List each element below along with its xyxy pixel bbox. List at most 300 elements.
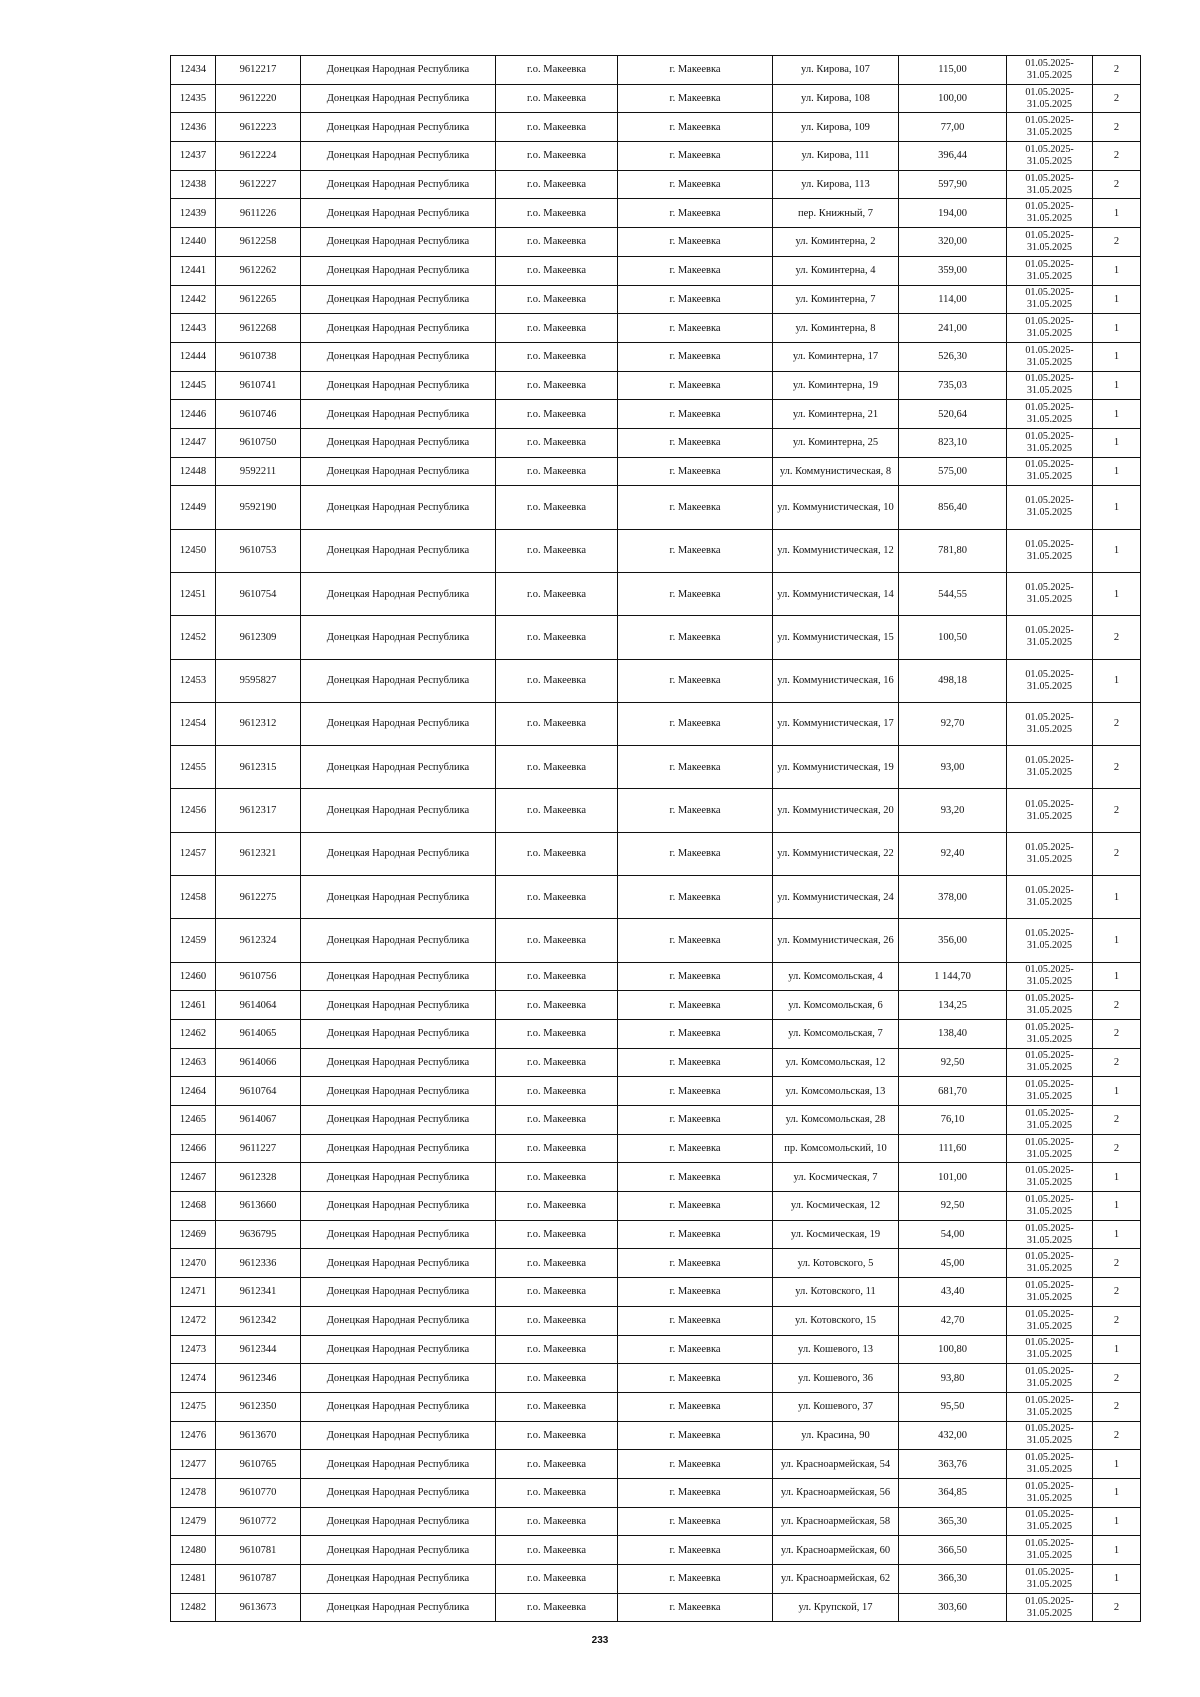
city-cell: г. Макеевка (618, 1134, 773, 1163)
address-cell: ул. Коминтерна, 4 (773, 256, 899, 285)
period-cell (1007, 1364, 1093, 1393)
district-cell: г.о. Макеевка (496, 1048, 618, 1077)
city-cell: г. Макеевка (618, 56, 773, 85)
category-cell: 2 (1093, 832, 1141, 875)
area-cell: 101,00 (899, 1163, 1007, 1192)
district-cell: г.о. Макеевка (496, 256, 618, 285)
address-cell: ул. Кирова, 108 (773, 84, 899, 113)
region-cell: Донецкая Народная Республика (301, 1278, 496, 1307)
category-cell: 1 (1093, 962, 1141, 991)
area-cell: 364,85 (899, 1478, 1007, 1507)
object-id-cell: 9612324 (216, 919, 301, 962)
category-cell: 2 (1093, 1249, 1141, 1278)
area-cell: 54,00 (899, 1220, 1007, 1249)
period-from: 01.05.2025- (1025, 1423, 1074, 1435)
row-number-cell: 12445 (171, 371, 216, 400)
area-cell: 735,03 (899, 371, 1007, 400)
table-row (171, 1106, 1141, 1135)
city-cell: г. Макеевка (618, 228, 773, 257)
period-to: 31.05.2025 (1027, 940, 1072, 952)
city-cell: г. Макеевка (618, 529, 773, 572)
district-cell: г.о. Макеевка (496, 616, 618, 659)
period-from: 01.05.2025- (1025, 1222, 1074, 1234)
period-from: 01.05.2025- (1025, 1165, 1074, 1177)
period-from: 01.05.2025- (1025, 115, 1074, 127)
period-from: 01.05.2025- (1025, 1337, 1074, 1349)
address-cell: ул. Коминтерна, 17 (773, 342, 899, 371)
area-cell: 115,00 (899, 56, 1007, 85)
district-cell: г.о. Макеевка (496, 1565, 618, 1594)
category-cell: 2 (1093, 1392, 1141, 1421)
table-row (171, 1478, 1141, 1507)
table-row (171, 199, 1141, 228)
district-cell: г.о. Макеевка (496, 113, 618, 142)
row-number-cell: 12463 (171, 1048, 216, 1077)
region-cell: Донецкая Народная Республика (301, 1536, 496, 1565)
address-cell: ул. Котовского, 5 (773, 1249, 899, 1278)
region-cell: Донецкая Народная Республика (301, 1249, 496, 1278)
period-from: 01.05.2025- (1025, 430, 1074, 442)
period-to: 31.05.2025 (1027, 897, 1072, 909)
table-row (171, 256, 1141, 285)
table-row (171, 428, 1141, 457)
period-to: 31.05.2025 (1027, 767, 1072, 779)
period-cell (1007, 529, 1093, 572)
period-from: 01.05.2025- (1025, 668, 1074, 680)
period-to: 31.05.2025 (1027, 1492, 1072, 1504)
table-row (171, 228, 1141, 257)
period-to: 31.05.2025 (1027, 1091, 1072, 1103)
period-from: 01.05.2025- (1025, 711, 1074, 723)
category-cell: 1 (1093, 659, 1141, 702)
city-cell: г. Макеевка (618, 1306, 773, 1335)
table-row (171, 113, 1141, 142)
city-cell: г. Макеевка (618, 659, 773, 702)
area-cell: 359,00 (899, 256, 1007, 285)
city-cell: г. Макеевка (618, 199, 773, 228)
region-cell: Донецкая Народная Республика (301, 486, 496, 529)
row-number-cell: 12473 (171, 1335, 216, 1364)
period-to: 31.05.2025 (1027, 637, 1072, 649)
object-id-cell: 9611226 (216, 199, 301, 228)
table-row (171, 400, 1141, 429)
address-cell: ул. Коминтерна, 7 (773, 285, 899, 314)
object-id-cell: 9612328 (216, 1163, 301, 1192)
district-cell: г.о. Макеевка (496, 789, 618, 832)
area-cell: 43,40 (899, 1278, 1007, 1307)
table-row (171, 659, 1141, 702)
area-cell: 111,60 (899, 1134, 1007, 1163)
table-row (171, 486, 1141, 529)
object-id-cell: 9613673 (216, 1593, 301, 1622)
period-from: 01.05.2025- (1025, 755, 1074, 767)
district-cell: г.о. Макеевка (496, 486, 618, 529)
area-cell: 396,44 (899, 142, 1007, 171)
period-cell (1007, 1565, 1093, 1594)
period-to: 31.05.2025 (1027, 385, 1072, 397)
object-id-cell: 9612341 (216, 1278, 301, 1307)
city-cell: г. Макеевка (618, 428, 773, 457)
period-cell (1007, 256, 1093, 285)
period-to: 31.05.2025 (1027, 299, 1072, 311)
period-from: 01.05.2025- (1025, 798, 1074, 810)
area-cell: 856,40 (899, 486, 1007, 529)
city-cell: г. Макеевка (618, 1507, 773, 1536)
period-cell (1007, 1106, 1093, 1135)
address-cell: ул. Комсомольская, 7 (773, 1019, 899, 1048)
row-number-cell: 12436 (171, 113, 216, 142)
region-cell: Донецкая Народная Республика (301, 572, 496, 615)
address-cell: ул. Коммунистическая, 17 (773, 702, 899, 745)
district-cell: г.о. Макеевка (496, 1077, 618, 1106)
period-to: 31.05.2025 (1027, 155, 1072, 167)
table-row (171, 1507, 1141, 1536)
region-cell: Донецкая Народная Республика (301, 314, 496, 343)
object-id-cell: 9612217 (216, 56, 301, 85)
address-cell: ул. Коминтерна, 21 (773, 400, 899, 429)
city-cell: г. Макеевка (618, 1450, 773, 1479)
table-row (171, 1163, 1141, 1192)
area-cell: 95,50 (899, 1392, 1007, 1421)
object-id-cell: 9611227 (216, 1134, 301, 1163)
row-number-cell: 12459 (171, 919, 216, 962)
period-cell (1007, 1335, 1093, 1364)
period-from: 01.05.2025- (1025, 287, 1074, 299)
period-to: 31.05.2025 (1027, 1320, 1072, 1332)
table-row (171, 84, 1141, 113)
period-to: 31.05.2025 (1027, 270, 1072, 282)
district-cell: г.о. Макеевка (496, 962, 618, 991)
row-number-cell: 12444 (171, 342, 216, 371)
row-number-cell: 12447 (171, 428, 216, 457)
area-cell: 363,76 (899, 1450, 1007, 1479)
district-cell: г.о. Макеевка (496, 1134, 618, 1163)
period-to: 31.05.2025 (1027, 1464, 1072, 1476)
row-number-cell: 12466 (171, 1134, 216, 1163)
object-id-cell: 9612220 (216, 84, 301, 113)
period-cell (1007, 170, 1093, 199)
area-cell: 320,00 (899, 228, 1007, 257)
period-from: 01.05.2025- (1025, 1595, 1074, 1607)
area-cell: 114,00 (899, 285, 1007, 314)
table-row (171, 314, 1141, 343)
period-from: 01.05.2025- (1025, 201, 1074, 213)
area-cell: 93,00 (899, 746, 1007, 789)
region-cell: Донецкая Народная Республика (301, 228, 496, 257)
period-from: 01.05.2025- (1025, 229, 1074, 241)
period-to: 31.05.2025 (1027, 550, 1072, 562)
period-to: 31.05.2025 (1027, 442, 1072, 454)
period-to: 31.05.2025 (1027, 1349, 1072, 1361)
object-id-cell: 9612258 (216, 228, 301, 257)
object-id-cell: 9614064 (216, 991, 301, 1020)
city-cell: г. Макеевка (618, 1220, 773, 1249)
area-cell: 366,30 (899, 1565, 1007, 1594)
address-cell: пр. Комсомольский, 10 (773, 1134, 899, 1163)
district-cell: г.о. Макеевка (496, 1450, 618, 1479)
table-row (171, 56, 1141, 85)
row-number-cell: 12453 (171, 659, 216, 702)
category-cell: 1 (1093, 400, 1141, 429)
period-cell (1007, 1536, 1093, 1565)
area-cell: 823,10 (899, 428, 1007, 457)
period-from: 01.05.2025- (1025, 402, 1074, 414)
object-id-cell: 9636795 (216, 1220, 301, 1249)
period-to: 31.05.2025 (1027, 356, 1072, 368)
category-cell: 1 (1093, 1077, 1141, 1106)
period-to: 31.05.2025 (1027, 810, 1072, 822)
row-number-cell: 12437 (171, 142, 216, 171)
period-from: 01.05.2025- (1025, 625, 1074, 637)
row-number-cell: 12439 (171, 199, 216, 228)
region-cell: Донецкая Народная Республика (301, 142, 496, 171)
period-from: 01.05.2025- (1025, 1538, 1074, 1550)
district-cell: г.о. Макеевка (496, 170, 618, 199)
city-cell: г. Макеевка (618, 1565, 773, 1594)
category-cell: 2 (1093, 789, 1141, 832)
category-cell: 2 (1093, 1364, 1141, 1393)
period-cell (1007, 342, 1093, 371)
table-row (171, 1048, 1141, 1077)
address-cell: ул. Коммунистическая, 12 (773, 529, 899, 572)
region-cell: Донецкая Народная Республика (301, 84, 496, 113)
category-cell: 1 (1093, 486, 1141, 529)
period-cell (1007, 1134, 1093, 1163)
address-cell: ул. Коминтерна, 2 (773, 228, 899, 257)
district-cell: г.о. Макеевка (496, 1593, 618, 1622)
address-cell: ул. Комсомольская, 6 (773, 991, 899, 1020)
city-cell: г. Макеевка (618, 1536, 773, 1565)
category-cell: 1 (1093, 1565, 1141, 1594)
area-cell: 77,00 (899, 113, 1007, 142)
city-cell: г. Макеевка (618, 1421, 773, 1450)
period-to: 31.05.2025 (1027, 1062, 1072, 1074)
area-cell: 681,70 (899, 1077, 1007, 1106)
table-row (171, 342, 1141, 371)
object-id-cell: 9610741 (216, 371, 301, 400)
city-cell: г. Макеевка (618, 789, 773, 832)
period-from: 01.05.2025- (1025, 964, 1074, 976)
category-cell: 2 (1093, 1306, 1141, 1335)
category-cell: 2 (1093, 84, 1141, 113)
row-number-cell: 12478 (171, 1478, 216, 1507)
district-cell: г.о. Макеевка (496, 428, 618, 457)
region-cell: Донецкая Народная Республика (301, 1565, 496, 1594)
area-cell: 92,50 (899, 1192, 1007, 1221)
category-cell: 1 (1093, 529, 1141, 572)
period-from: 01.05.2025- (1025, 172, 1074, 184)
city-cell: г. Макеевка (618, 962, 773, 991)
district-cell: г.о. Макеевка (496, 572, 618, 615)
category-cell: 2 (1093, 1593, 1141, 1622)
period-from: 01.05.2025- (1025, 1394, 1074, 1406)
area-cell: 194,00 (899, 199, 1007, 228)
region-cell: Донецкая Народная Республика (301, 56, 496, 85)
object-id-cell: 9610750 (216, 428, 301, 457)
row-number-cell: 12470 (171, 1249, 216, 1278)
district-cell: г.о. Макеевка (496, 199, 618, 228)
region-cell: Донецкая Народная Республика (301, 1019, 496, 1048)
table-row (171, 789, 1141, 832)
row-number-cell: 12471 (171, 1278, 216, 1307)
region-cell: Донецкая Народная Республика (301, 875, 496, 918)
region-cell: Донецкая Народная Республика (301, 659, 496, 702)
city-cell: г. Макеевка (618, 314, 773, 343)
object-id-cell: 9610770 (216, 1478, 301, 1507)
period-to: 31.05.2025 (1027, 98, 1072, 110)
address-cell: ул. Кошевого, 36 (773, 1364, 899, 1393)
table-row (171, 616, 1141, 659)
table-row (171, 1450, 1141, 1479)
object-id-cell: 9612346 (216, 1364, 301, 1393)
address-cell: ул. Красноармейская, 62 (773, 1565, 899, 1594)
city-cell: г. Макеевка (618, 832, 773, 875)
region-cell: Донецкая Народная Республика (301, 1478, 496, 1507)
row-number-cell: 12479 (171, 1507, 216, 1536)
object-id-cell: 9610753 (216, 529, 301, 572)
object-id-cell: 9612275 (216, 875, 301, 918)
period-to: 31.05.2025 (1027, 184, 1072, 196)
period-to: 31.05.2025 (1027, 1406, 1072, 1418)
table-row (171, 1593, 1141, 1622)
city-cell: г. Макеевка (618, 1278, 773, 1307)
row-number-cell: 12469 (171, 1220, 216, 1249)
city-cell: г. Макеевка (618, 1364, 773, 1393)
area-cell: 303,60 (899, 1593, 1007, 1622)
address-cell: ул. Красноармейская, 60 (773, 1536, 899, 1565)
district-cell: г.о. Макеевка (496, 1392, 618, 1421)
region-cell: Донецкая Народная Республика (301, 342, 496, 371)
region-cell: Донецкая Народная Республика (301, 702, 496, 745)
district-cell: г.о. Макеевка (496, 84, 618, 113)
period-cell (1007, 457, 1093, 486)
object-id-cell: 9612223 (216, 113, 301, 142)
area-cell: 575,00 (899, 457, 1007, 486)
period-to: 31.05.2025 (1027, 853, 1072, 865)
city-cell: г. Макеевка (618, 919, 773, 962)
row-number-cell: 12451 (171, 572, 216, 615)
area-cell: 1 144,70 (899, 962, 1007, 991)
city-cell: г. Макеевка (618, 371, 773, 400)
table-row (171, 702, 1141, 745)
city-cell: г. Макеевка (618, 572, 773, 615)
period-cell (1007, 314, 1093, 343)
table-row (171, 1220, 1141, 1249)
period-cell (1007, 1392, 1093, 1421)
period-cell (1007, 371, 1093, 400)
city-cell: г. Макеевка (618, 875, 773, 918)
period-from: 01.05.2025- (1025, 459, 1074, 471)
period-cell (1007, 1478, 1093, 1507)
area-cell: 365,30 (899, 1507, 1007, 1536)
category-cell: 2 (1093, 56, 1141, 85)
city-cell: г. Макеевка (618, 342, 773, 371)
address-cell: ул. Космическая, 7 (773, 1163, 899, 1192)
city-cell: г. Макеевка (618, 457, 773, 486)
period-cell (1007, 285, 1093, 314)
period-to: 31.05.2025 (1027, 1578, 1072, 1590)
table-row (171, 285, 1141, 314)
area-cell: 134,25 (899, 991, 1007, 1020)
period-from: 01.05.2025- (1025, 1480, 1074, 1492)
region-cell: Донецкая Народная Республика (301, 285, 496, 314)
district-cell: г.о. Макеевка (496, 1106, 618, 1135)
table-row (171, 529, 1141, 572)
period-from: 01.05.2025- (1025, 316, 1074, 328)
city-cell: г. Макеевка (618, 1019, 773, 1048)
object-id-cell: 9612317 (216, 789, 301, 832)
category-cell: 1 (1093, 1450, 1141, 1479)
period-from: 01.05.2025- (1025, 373, 1074, 385)
object-id-cell: 9610787 (216, 1565, 301, 1594)
address-cell: ул. Комсомольская, 13 (773, 1077, 899, 1106)
district-cell: г.о. Макеевка (496, 371, 618, 400)
category-cell: 2 (1093, 702, 1141, 745)
period-to: 31.05.2025 (1027, 1607, 1072, 1619)
object-id-cell: 9613670 (216, 1421, 301, 1450)
address-cell: ул. Космическая, 12 (773, 1192, 899, 1221)
region-cell: Донецкая Народная Республика (301, 113, 496, 142)
period-to: 31.05.2025 (1027, 1119, 1072, 1131)
period-from: 01.05.2025- (1025, 1107, 1074, 1119)
category-cell: 1 (1093, 285, 1141, 314)
category-cell: 2 (1093, 1106, 1141, 1135)
period-cell (1007, 113, 1093, 142)
period-cell (1007, 1249, 1093, 1278)
registry-table (170, 55, 1141, 1622)
period-from: 01.05.2025- (1025, 993, 1074, 1005)
period-cell (1007, 428, 1093, 457)
region-cell: Донецкая Народная Республика (301, 457, 496, 486)
period-from: 01.05.2025- (1025, 1050, 1074, 1062)
district-cell: г.о. Макеевка (496, 659, 618, 702)
period-from: 01.05.2025- (1025, 1136, 1074, 1148)
period-to: 31.05.2025 (1027, 594, 1072, 606)
table-row (171, 170, 1141, 199)
period-from: 01.05.2025- (1025, 143, 1074, 155)
period-cell (1007, 1593, 1093, 1622)
district-cell: г.о. Макеевка (496, 314, 618, 343)
region-cell: Донецкая Народная Республика (301, 919, 496, 962)
object-id-cell: 9614065 (216, 1019, 301, 1048)
category-cell: 1 (1093, 919, 1141, 962)
period-cell (1007, 56, 1093, 85)
address-cell: ул. Коммунистическая, 8 (773, 457, 899, 486)
address-cell: ул. Коминтерна, 25 (773, 428, 899, 457)
district-cell: г.о. Макеевка (496, 1421, 618, 1450)
period-from: 01.05.2025- (1025, 1251, 1074, 1263)
address-cell: ул. Крупской, 17 (773, 1593, 899, 1622)
region-cell: Донецкая Народная Республика (301, 789, 496, 832)
address-cell: ул. Кошевого, 37 (773, 1392, 899, 1421)
period-from: 01.05.2025- (1025, 495, 1074, 507)
row-number-cell: 12441 (171, 256, 216, 285)
table-row (171, 991, 1141, 1020)
period-to: 31.05.2025 (1027, 1033, 1072, 1045)
row-number-cell: 12456 (171, 789, 216, 832)
district-cell: г.о. Макеевка (496, 142, 618, 171)
category-cell: 2 (1093, 113, 1141, 142)
table-row (171, 1335, 1141, 1364)
period-cell (1007, 702, 1093, 745)
row-number-cell: 12457 (171, 832, 216, 875)
object-id-cell: 9612336 (216, 1249, 301, 1278)
area-cell: 366,50 (899, 1536, 1007, 1565)
row-number-cell: 12468 (171, 1192, 216, 1221)
period-cell (1007, 1278, 1093, 1307)
district-cell: г.о. Макеевка (496, 457, 618, 486)
region-cell: Донецкая Народная Республика (301, 1450, 496, 1479)
